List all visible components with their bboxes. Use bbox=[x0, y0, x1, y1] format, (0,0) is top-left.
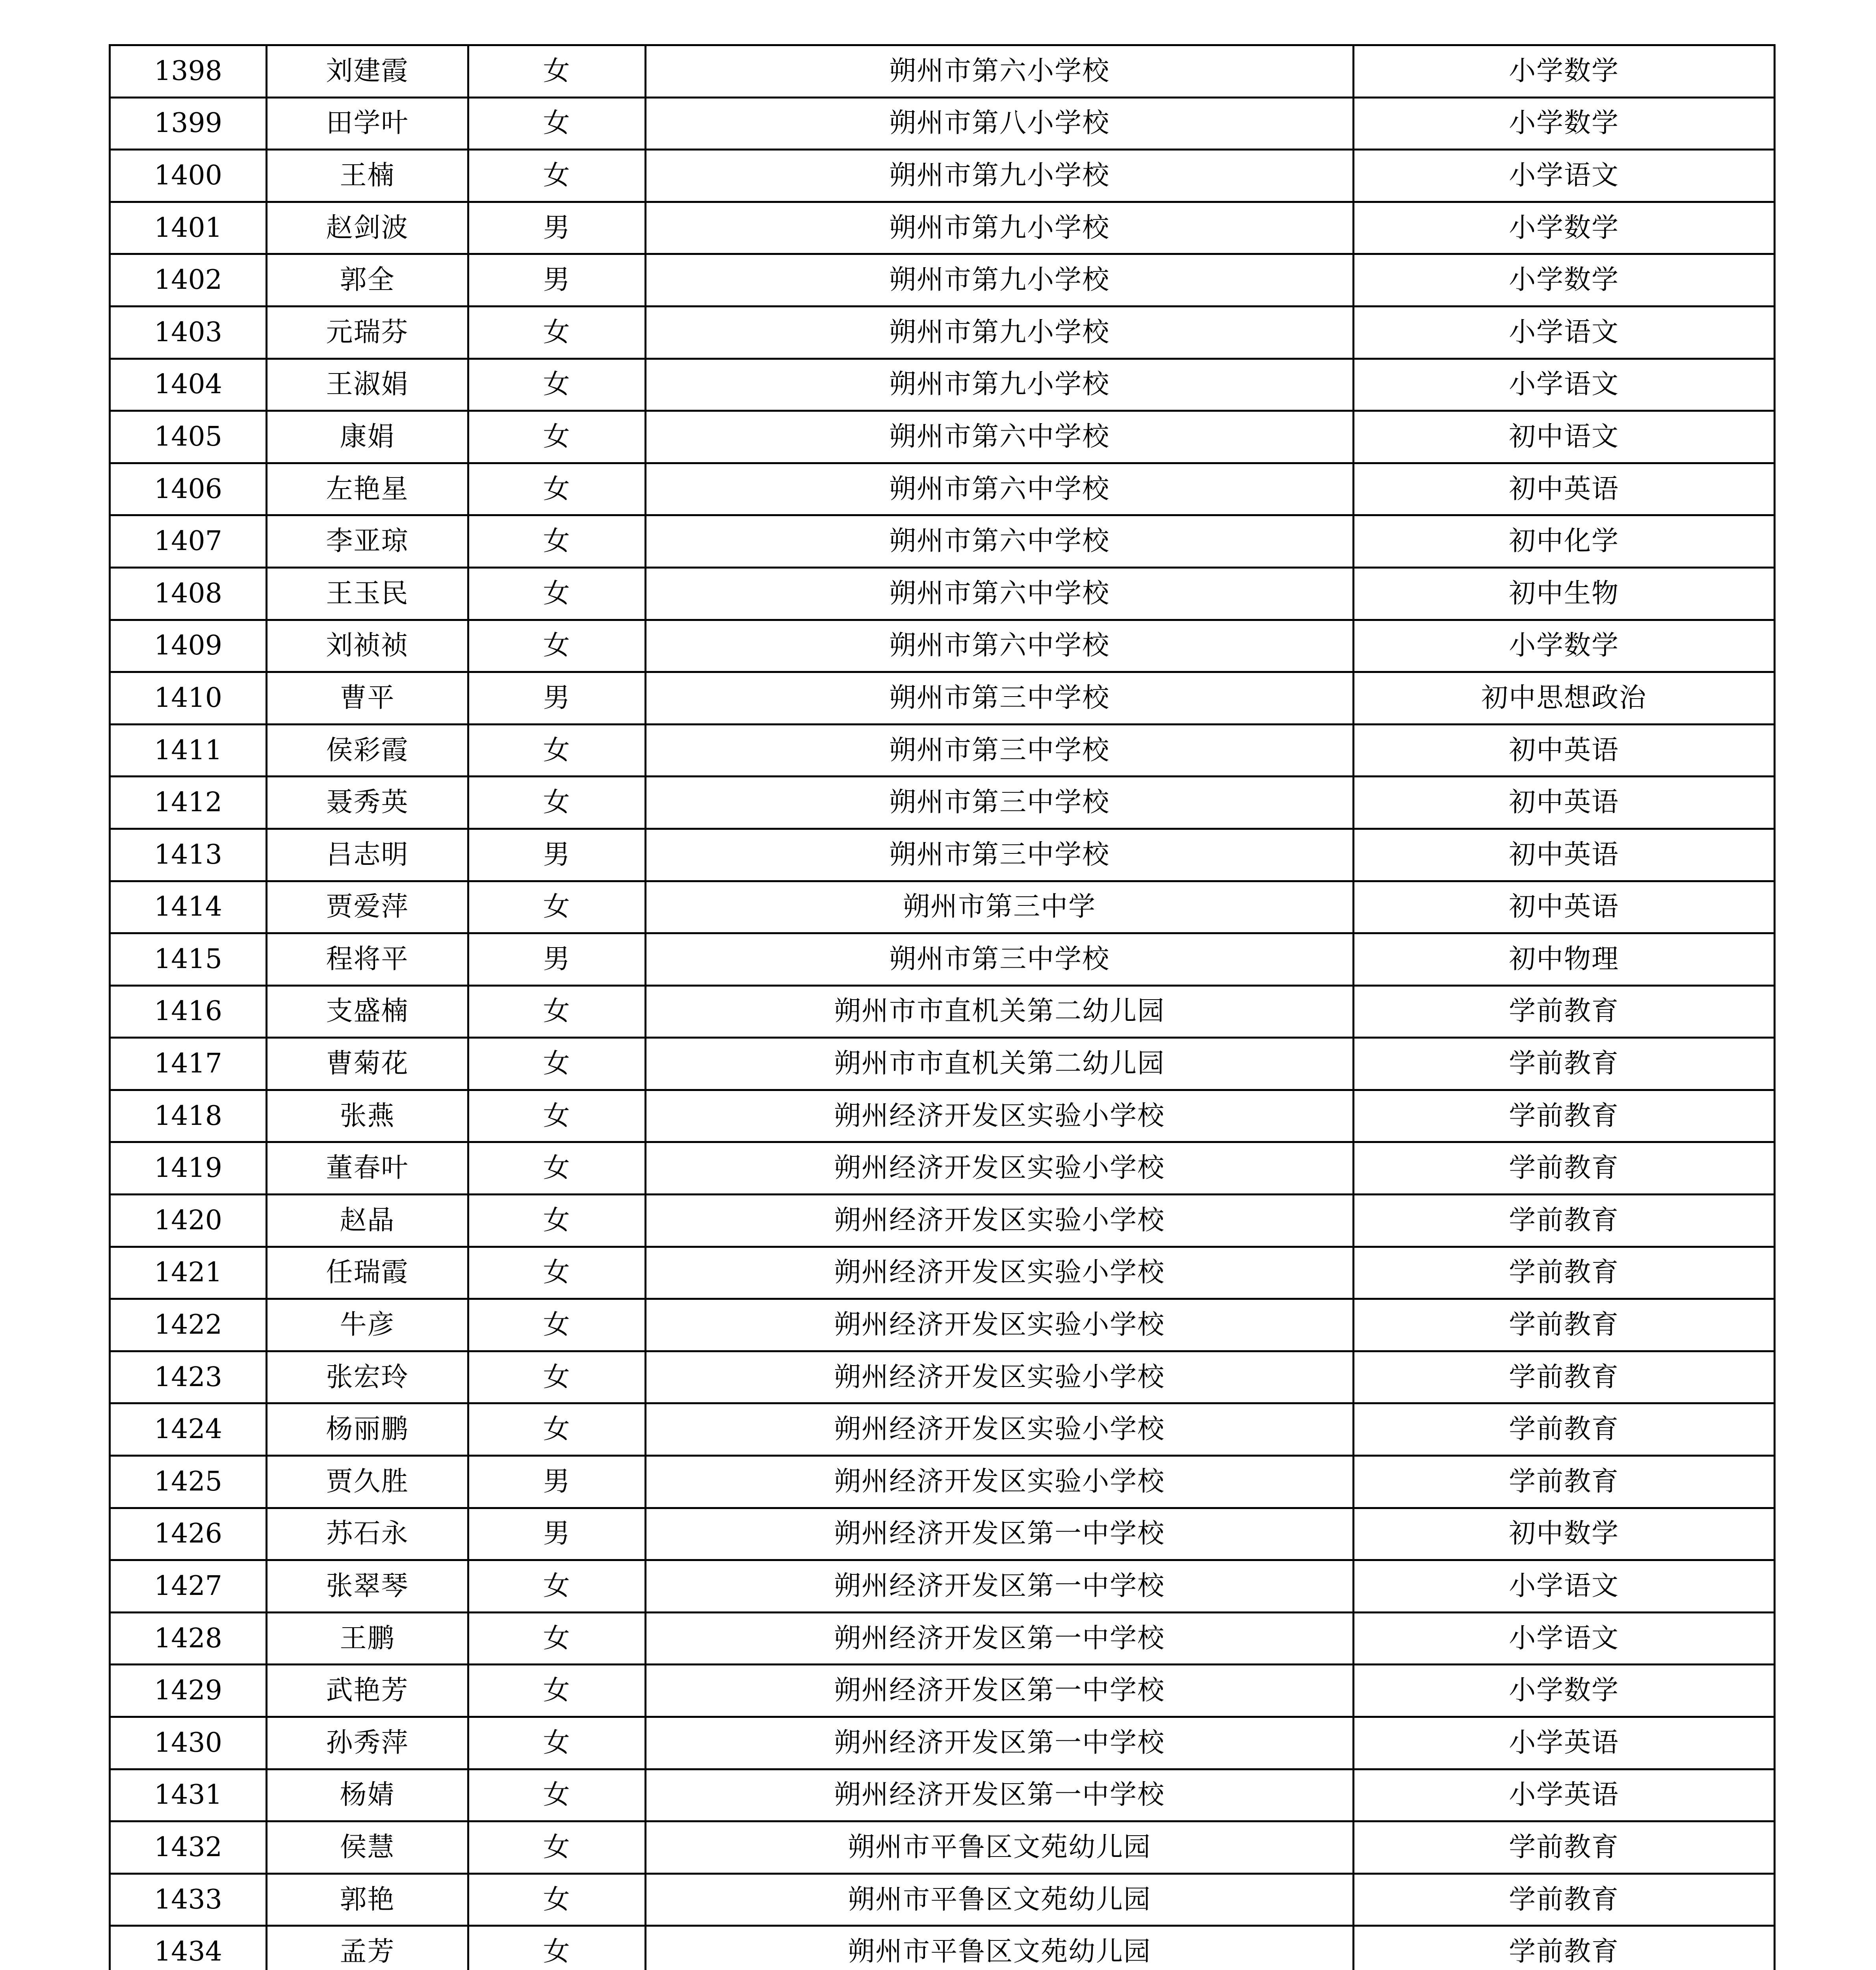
cell-number: 1421 bbox=[110, 1247, 267, 1299]
cell-name: 王淑娟 bbox=[267, 359, 468, 411]
cell-number: 1423 bbox=[110, 1351, 267, 1403]
cell-school: 朔州经济开发区实验小学校 bbox=[646, 1456, 1354, 1508]
table-row bbox=[110, 1299, 1775, 1351]
cell-subject: 学前教育 bbox=[1354, 1038, 1775, 1090]
cell-gender: 女 bbox=[468, 1821, 646, 1874]
cell-name: 康娟 bbox=[267, 411, 468, 463]
cell-gender: 女 bbox=[468, 1142, 646, 1195]
cell-subject: 学前教育 bbox=[1354, 1351, 1775, 1403]
cell-number: 1403 bbox=[110, 306, 267, 359]
cell-name: 贾爱萍 bbox=[267, 881, 468, 933]
cell-number: 1405 bbox=[110, 411, 267, 463]
cell-school: 朔州市第三中学校 bbox=[646, 829, 1354, 881]
table-row bbox=[110, 45, 1775, 98]
cell-subject: 小学语文 bbox=[1354, 359, 1775, 411]
cell-school: 朔州经济开发区第一中学校 bbox=[646, 1717, 1354, 1769]
cell-number: 1411 bbox=[110, 724, 267, 777]
cell-school: 朔州市市直机关第二幼儿园 bbox=[646, 985, 1354, 1038]
cell-subject: 学前教育 bbox=[1354, 1456, 1775, 1508]
cell-school: 朔州经济开发区第一中学校 bbox=[646, 1508, 1354, 1560]
cell-gender: 男 bbox=[468, 254, 646, 307]
cell-subject: 初中英语 bbox=[1354, 724, 1775, 777]
cell-name: 张宏玲 bbox=[267, 1351, 468, 1403]
cell-subject: 初中物理 bbox=[1354, 933, 1775, 986]
roster-table-body bbox=[110, 45, 1775, 1970]
table-row bbox=[110, 1665, 1775, 1717]
cell-name: 元瑞芬 bbox=[267, 306, 468, 359]
cell-gender: 女 bbox=[468, 724, 646, 777]
cell-name: 刘祯祯 bbox=[267, 620, 468, 672]
cell-gender: 女 bbox=[468, 1247, 646, 1299]
cell-name: 牛彦 bbox=[267, 1299, 468, 1351]
cell-name: 张燕 bbox=[267, 1090, 468, 1142]
table-row bbox=[110, 985, 1775, 1038]
cell-subject: 小学语文 bbox=[1354, 306, 1775, 359]
cell-number: 1431 bbox=[110, 1769, 267, 1821]
table-row bbox=[110, 620, 1775, 672]
cell-subject: 小学语文 bbox=[1354, 150, 1775, 202]
cell-subject: 学前教育 bbox=[1354, 1926, 1775, 1970]
cell-subject: 学前教育 bbox=[1354, 1403, 1775, 1456]
cell-gender: 女 bbox=[468, 1090, 646, 1142]
cell-gender: 女 bbox=[468, 1926, 646, 1970]
cell-number: 1399 bbox=[110, 97, 267, 150]
table-row bbox=[110, 515, 1775, 568]
cell-school: 朔州市第六中学校 bbox=[646, 411, 1354, 463]
table-row bbox=[110, 1142, 1775, 1195]
cell-name: 苏石永 bbox=[267, 1508, 468, 1560]
cell-gender: 女 bbox=[468, 359, 646, 411]
cell-gender: 女 bbox=[468, 411, 646, 463]
cell-gender: 女 bbox=[468, 1351, 646, 1403]
table-row bbox=[110, 1873, 1775, 1926]
cell-subject: 小学语文 bbox=[1354, 1560, 1775, 1613]
cell-subject: 学前教育 bbox=[1354, 985, 1775, 1038]
cell-gender: 男 bbox=[468, 672, 646, 725]
cell-subject: 学前教育 bbox=[1354, 1195, 1775, 1247]
cell-subject: 初中英语 bbox=[1354, 777, 1775, 829]
cell-school: 朔州市第九小学校 bbox=[646, 254, 1354, 307]
cell-name: 杨婧 bbox=[267, 1769, 468, 1821]
table-row bbox=[110, 202, 1775, 254]
cell-name: 郭艳 bbox=[267, 1873, 468, 1926]
cell-school: 朔州经济开发区第一中学校 bbox=[646, 1665, 1354, 1717]
cell-school: 朔州经济开发区第一中学校 bbox=[646, 1612, 1354, 1665]
cell-subject: 初中化学 bbox=[1354, 515, 1775, 568]
cell-name: 王鹏 bbox=[267, 1612, 468, 1665]
cell-gender: 男 bbox=[468, 1456, 646, 1508]
table-row bbox=[110, 1612, 1775, 1665]
cell-name: 李亚琼 bbox=[267, 515, 468, 568]
cell-number: 1418 bbox=[110, 1090, 267, 1142]
cell-subject: 小学数学 bbox=[1354, 254, 1775, 307]
cell-name: 孟芳 bbox=[267, 1926, 468, 1970]
cell-gender: 女 bbox=[468, 1560, 646, 1613]
table-row bbox=[110, 1247, 1775, 1299]
cell-gender: 女 bbox=[468, 1717, 646, 1769]
cell-school: 朔州经济开发区实验小学校 bbox=[646, 1090, 1354, 1142]
cell-gender: 女 bbox=[468, 1873, 646, 1926]
cell-school: 朔州市市直机关第二幼儿园 bbox=[646, 1038, 1354, 1090]
cell-number: 1417 bbox=[110, 1038, 267, 1090]
cell-subject: 初中英语 bbox=[1354, 881, 1775, 933]
cell-name: 左艳星 bbox=[267, 463, 468, 515]
table-row bbox=[110, 1717, 1775, 1769]
cell-school: 朔州经济开发区实验小学校 bbox=[646, 1195, 1354, 1247]
cell-number: 1406 bbox=[110, 463, 267, 515]
cell-school: 朔州市平鲁区文苑幼儿园 bbox=[646, 1926, 1354, 1970]
cell-school: 朔州市第九小学校 bbox=[646, 150, 1354, 202]
table-row bbox=[110, 1769, 1775, 1821]
table-row bbox=[110, 672, 1775, 725]
cell-name: 刘建霞 bbox=[267, 45, 468, 98]
cell-number: 1408 bbox=[110, 567, 267, 620]
cell-gender: 女 bbox=[468, 463, 646, 515]
cell-gender: 女 bbox=[468, 1038, 646, 1090]
cell-number: 1404 bbox=[110, 359, 267, 411]
table-row bbox=[110, 1038, 1775, 1090]
cell-school: 朔州市第八小学校 bbox=[646, 97, 1354, 150]
cell-gender: 女 bbox=[468, 1665, 646, 1717]
cell-subject: 学前教育 bbox=[1354, 1247, 1775, 1299]
cell-number: 1409 bbox=[110, 620, 267, 672]
cell-gender: 男 bbox=[468, 1508, 646, 1560]
cell-name: 董春叶 bbox=[267, 1142, 468, 1195]
table-row bbox=[110, 254, 1775, 307]
cell-number: 1426 bbox=[110, 1508, 267, 1560]
cell-school: 朔州经济开发区实验小学校 bbox=[646, 1299, 1354, 1351]
cell-school: 朔州市第三中学校 bbox=[646, 672, 1354, 725]
cell-school: 朔州市平鲁区文苑幼儿园 bbox=[646, 1873, 1354, 1926]
cell-gender: 女 bbox=[468, 620, 646, 672]
cell-subject: 学前教育 bbox=[1354, 1090, 1775, 1142]
table-row bbox=[110, 1090, 1775, 1142]
cell-name: 侯慧 bbox=[267, 1821, 468, 1874]
cell-name: 赵剑波 bbox=[267, 202, 468, 254]
cell-subject: 初中英语 bbox=[1354, 829, 1775, 881]
cell-number: 1419 bbox=[110, 1142, 267, 1195]
cell-subject: 小学数学 bbox=[1354, 620, 1775, 672]
cell-gender: 女 bbox=[468, 567, 646, 620]
cell-name: 杨丽鹏 bbox=[267, 1403, 468, 1456]
cell-number: 1412 bbox=[110, 777, 267, 829]
table-row bbox=[110, 359, 1775, 411]
cell-gender: 女 bbox=[468, 1769, 646, 1821]
cell-subject: 初中数学 bbox=[1354, 1508, 1775, 1560]
table-row bbox=[110, 1456, 1775, 1508]
table-row bbox=[110, 1560, 1775, 1613]
cell-school: 朔州经济开发区实验小学校 bbox=[646, 1247, 1354, 1299]
cell-subject: 小学英语 bbox=[1354, 1769, 1775, 1821]
cell-name: 张翠琴 bbox=[267, 1560, 468, 1613]
table-row bbox=[110, 1926, 1775, 1970]
cell-gender: 女 bbox=[468, 777, 646, 829]
table-row bbox=[110, 1821, 1775, 1874]
cell-gender: 女 bbox=[468, 150, 646, 202]
cell-number: 1402 bbox=[110, 254, 267, 307]
cell-number: 1427 bbox=[110, 1560, 267, 1613]
cell-school: 朔州市第六小学校 bbox=[646, 45, 1354, 98]
cell-school: 朔州市第九小学校 bbox=[646, 306, 1354, 359]
cell-school: 朔州市第六中学校 bbox=[646, 515, 1354, 568]
cell-name: 王楠 bbox=[267, 150, 468, 202]
cell-number: 1420 bbox=[110, 1195, 267, 1247]
cell-number: 1432 bbox=[110, 1821, 267, 1874]
cell-number: 1413 bbox=[110, 829, 267, 881]
cell-school: 朔州市第九小学校 bbox=[646, 202, 1354, 254]
cell-school: 朔州市平鲁区文苑幼儿园 bbox=[646, 1821, 1354, 1874]
cell-name: 武艳芳 bbox=[267, 1665, 468, 1717]
table-row bbox=[110, 306, 1775, 359]
cell-gender: 男 bbox=[468, 829, 646, 881]
cell-number: 1424 bbox=[110, 1403, 267, 1456]
cell-name: 任瑞霞 bbox=[267, 1247, 468, 1299]
cell-school: 朔州市第六中学校 bbox=[646, 463, 1354, 515]
cell-name: 曹平 bbox=[267, 672, 468, 725]
cell-subject: 初中英语 bbox=[1354, 463, 1775, 515]
cell-number: 1407 bbox=[110, 515, 267, 568]
cell-school: 朔州市第三中学 bbox=[646, 881, 1354, 933]
cell-gender: 女 bbox=[468, 45, 646, 98]
table-row bbox=[110, 1403, 1775, 1456]
cell-school: 朔州市第六中学校 bbox=[646, 567, 1354, 620]
cell-gender: 男 bbox=[468, 933, 646, 986]
cell-subject: 初中思想政治 bbox=[1354, 672, 1775, 725]
table-row bbox=[110, 933, 1775, 986]
table-row bbox=[110, 1195, 1775, 1247]
cell-number: 1398 bbox=[110, 45, 267, 98]
cell-subject: 学前教育 bbox=[1354, 1142, 1775, 1195]
table-row bbox=[110, 1351, 1775, 1403]
cell-name: 王玉民 bbox=[267, 567, 468, 620]
cell-school: 朔州市第三中学校 bbox=[646, 777, 1354, 829]
cell-name: 赵晶 bbox=[267, 1195, 468, 1247]
cell-number: 1430 bbox=[110, 1717, 267, 1769]
cell-subject: 小学数学 bbox=[1354, 45, 1775, 98]
table-row bbox=[110, 829, 1775, 881]
cell-number: 1416 bbox=[110, 985, 267, 1038]
table-row bbox=[110, 1508, 1775, 1560]
cell-name: 孙秀萍 bbox=[267, 1717, 468, 1769]
cell-subject: 小学数学 bbox=[1354, 97, 1775, 150]
table-row bbox=[110, 724, 1775, 777]
cell-name: 郭全 bbox=[267, 254, 468, 307]
cell-subject: 学前教育 bbox=[1354, 1821, 1775, 1874]
cell-gender: 女 bbox=[468, 515, 646, 568]
cell-school: 朔州经济开发区实验小学校 bbox=[646, 1351, 1354, 1403]
cell-name: 贾久胜 bbox=[267, 1456, 468, 1508]
cell-school: 朔州市第三中学校 bbox=[646, 724, 1354, 777]
cell-subject: 学前教育 bbox=[1354, 1299, 1775, 1351]
cell-number: 1401 bbox=[110, 202, 267, 254]
cell-school: 朔州市第三中学校 bbox=[646, 933, 1354, 986]
cell-number: 1414 bbox=[110, 881, 267, 933]
cell-gender: 女 bbox=[468, 1403, 646, 1456]
table-row bbox=[110, 881, 1775, 933]
table-row bbox=[110, 463, 1775, 515]
cell-school: 朔州经济开发区实验小学校 bbox=[646, 1142, 1354, 1195]
cell-gender: 女 bbox=[468, 1299, 646, 1351]
cell-name: 田学叶 bbox=[267, 97, 468, 150]
cell-subject: 初中生物 bbox=[1354, 567, 1775, 620]
cell-gender: 女 bbox=[468, 881, 646, 933]
cell-subject: 小学语文 bbox=[1354, 1612, 1775, 1665]
cell-subject: 小学英语 bbox=[1354, 1717, 1775, 1769]
table-row bbox=[110, 97, 1775, 150]
cell-school: 朔州经济开发区第一中学校 bbox=[646, 1769, 1354, 1821]
cell-gender: 女 bbox=[468, 1195, 646, 1247]
cell-name: 聂秀英 bbox=[267, 777, 468, 829]
cell-gender: 女 bbox=[468, 1612, 646, 1665]
cell-subject: 小学数学 bbox=[1354, 202, 1775, 254]
cell-subject: 初中语文 bbox=[1354, 411, 1775, 463]
cell-gender: 女 bbox=[468, 306, 646, 359]
cell-number: 1428 bbox=[110, 1612, 267, 1665]
cell-name: 吕志明 bbox=[267, 829, 468, 881]
roster-table bbox=[109, 44, 1776, 1970]
cell-name: 侯彩霞 bbox=[267, 724, 468, 777]
cell-number: 1429 bbox=[110, 1665, 267, 1717]
cell-name: 曹菊花 bbox=[267, 1038, 468, 1090]
table-row bbox=[110, 567, 1775, 620]
cell-number: 1400 bbox=[110, 150, 267, 202]
cell-school: 朔州经济开发区第一中学校 bbox=[646, 1560, 1354, 1613]
cell-school: 朔州经济开发区实验小学校 bbox=[646, 1403, 1354, 1456]
table-row bbox=[110, 777, 1775, 829]
cell-name: 支盛楠 bbox=[267, 985, 468, 1038]
table-row bbox=[110, 411, 1775, 463]
cell-number: 1410 bbox=[110, 672, 267, 725]
cell-number: 1433 bbox=[110, 1873, 267, 1926]
cell-number: 1422 bbox=[110, 1299, 267, 1351]
cell-number: 1434 bbox=[110, 1926, 267, 1970]
cell-school: 朔州市第九小学校 bbox=[646, 359, 1354, 411]
cell-subject: 小学数学 bbox=[1354, 1665, 1775, 1717]
cell-number: 1415 bbox=[110, 933, 267, 986]
cell-number: 1425 bbox=[110, 1456, 267, 1508]
cell-school: 朔州市第六中学校 bbox=[646, 620, 1354, 672]
cell-name: 程将平 bbox=[267, 933, 468, 986]
cell-gender: 女 bbox=[468, 97, 646, 150]
cell-subject: 学前教育 bbox=[1354, 1873, 1775, 1926]
cell-gender: 男 bbox=[468, 202, 646, 254]
cell-gender: 女 bbox=[468, 985, 646, 1038]
table-row bbox=[110, 150, 1775, 202]
